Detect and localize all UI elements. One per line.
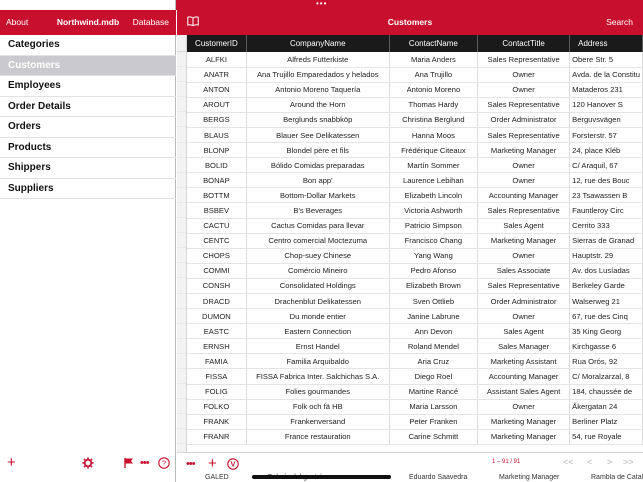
table-row[interactable] bbox=[187, 233, 643, 248]
cell-address: Rambla de Catal bbox=[591, 474, 643, 481]
row-number bbox=[177, 354, 186, 369]
row-number bbox=[177, 52, 186, 67]
table-row[interactable] bbox=[187, 203, 643, 218]
cell-companyname[interactable]: France restauration bbox=[246, 429, 389, 444]
table-row[interactable] bbox=[187, 294, 643, 309]
cell-address[interactable]: Mataderos 231 bbox=[570, 82, 643, 97]
cell-contacttitle[interactable]: Marketing Assistant bbox=[478, 354, 570, 369]
table-row[interactable] bbox=[187, 173, 643, 188]
cell-companyname[interactable]: Ana Trujillo Emparedados y helados bbox=[246, 67, 389, 82]
cell-companyname[interactable]: Antonio Moreno Taquería bbox=[246, 82, 389, 97]
cell-address[interactable]: 54, rue Royale bbox=[570, 429, 643, 444]
row-number bbox=[177, 414, 186, 429]
cell-contacttitle[interactable]: Marketing Manager bbox=[478, 233, 570, 248]
row-number-gutter bbox=[177, 35, 187, 452]
sidebar-item-order-details[interactable]: Order Details bbox=[0, 97, 176, 118]
about-button[interactable]: About bbox=[6, 17, 29, 27]
cell-contacttitle[interactable]: Assistant Sales Agent bbox=[478, 384, 570, 399]
table-row[interactable] bbox=[187, 112, 643, 127]
cell-customerid[interactable]: DRACD bbox=[187, 294, 246, 309]
table-row[interactable] bbox=[187, 97, 643, 112]
cell-contactname[interactable]: Elizabeth Brown bbox=[389, 278, 477, 293]
cell-contacttitle[interactable]: Accounting Manager bbox=[478, 188, 570, 203]
table-row[interactable] bbox=[187, 52, 643, 67]
cell-companyname[interactable]: Frankenversand bbox=[246, 414, 389, 429]
sidebar-item-products[interactable]: Products bbox=[0, 138, 176, 159]
row-number bbox=[177, 309, 186, 324]
cell-contactname[interactable]: Frédérique Citeaux bbox=[389, 143, 477, 158]
row-number bbox=[177, 67, 186, 82]
row-number bbox=[177, 263, 186, 278]
cell-companyname[interactable]: Comércio Mineiro bbox=[246, 263, 389, 278]
row-number bbox=[177, 324, 186, 339]
previous-page-button[interactable]: < bbox=[587, 457, 593, 467]
cell-contactname[interactable]: Christina Berglund bbox=[389, 112, 477, 127]
cell-contactname[interactable]: Ana Trujillo bbox=[389, 67, 477, 82]
table-list bbox=[0, 35, 176, 199]
cell-contacttitle[interactable]: Owner bbox=[478, 248, 570, 263]
cell-contacttitle[interactable]: Marketing Manager bbox=[478, 143, 570, 158]
row-number bbox=[177, 203, 186, 218]
cell-contactname[interactable]: Carine Schmitt bbox=[389, 429, 477, 444]
table-row[interactable] bbox=[187, 278, 643, 293]
cell-contacttitle[interactable]: Sales Associate bbox=[478, 263, 570, 278]
cell-address[interactable]: Av. dos Lusíadas bbox=[570, 263, 643, 278]
cell-address[interactable]: 35 King Georg bbox=[570, 324, 643, 339]
cell-contacttitle[interactable]: Owner bbox=[478, 158, 570, 173]
main-panel bbox=[177, 0, 643, 482]
row-number bbox=[177, 158, 186, 173]
cell-customerid[interactable]: FRANR bbox=[187, 429, 246, 444]
more-dots-icon[interactable]: ••• bbox=[186, 458, 195, 470]
column-header-customerid[interactable]: CustomerID bbox=[187, 35, 246, 52]
cell-contactname[interactable]: Sven Ottlieb bbox=[389, 294, 477, 309]
cell-companyname[interactable]: Bon app' bbox=[246, 173, 389, 188]
cell-companyname[interactable]: B's Beverages bbox=[246, 203, 389, 218]
table-row[interactable] bbox=[187, 248, 643, 263]
cell-contactname[interactable]: Victoria Ashworth bbox=[389, 203, 477, 218]
sidebar-item-categories[interactable]: Categories bbox=[0, 35, 176, 56]
cell-contactname[interactable]: Peter Franken bbox=[389, 414, 477, 429]
sidebar-item-employees[interactable]: Employees bbox=[0, 76, 176, 97]
cell-contactname: Eduardo Saavedra bbox=[409, 474, 468, 481]
cell-customerid[interactable]: BLAUS bbox=[187, 127, 246, 142]
gutter-header bbox=[177, 35, 186, 52]
cell-address[interactable]: Hauptstr. 29 bbox=[570, 248, 643, 263]
cell-customerid[interactable]: CENTC bbox=[187, 233, 246, 248]
cell-customerid[interactable]: BSBEV bbox=[187, 203, 246, 218]
table-row[interactable] bbox=[187, 263, 643, 278]
cell-companyname[interactable]: Drachenblut Delikatessen bbox=[246, 294, 389, 309]
table-header-row bbox=[187, 35, 643, 52]
cell-customerid[interactable]: BOLID bbox=[187, 158, 246, 173]
cell-contactname[interactable]: Thomas Hardy bbox=[389, 97, 477, 112]
cell-contacttitle[interactable]: Sales Representative bbox=[478, 203, 570, 218]
cell-companyname[interactable]: Familia Arquibaldo bbox=[246, 354, 389, 369]
cell-address[interactable]: Avda. de la Constitu bbox=[570, 67, 643, 82]
cell-address[interactable]: Fauntleroy Circ bbox=[570, 203, 643, 218]
row-number bbox=[177, 248, 186, 263]
gear-icon[interactable] bbox=[82, 452, 94, 476]
cell-address[interactable]: Berliner Platz bbox=[570, 414, 643, 429]
cell-customerid[interactable]: CACTU bbox=[187, 218, 246, 233]
cell-address[interactable]: Forsterstr. 57 bbox=[570, 127, 643, 142]
cell-customerid[interactable]: ANTON bbox=[187, 82, 246, 97]
cell-companyname[interactable]: Chop-suey Chinese bbox=[246, 248, 389, 263]
cell-customerid[interactable]: BOTTM bbox=[187, 188, 246, 203]
sidebar-item-shippers[interactable]: Shippers bbox=[0, 158, 176, 179]
cell-customerid[interactable]: BONAP bbox=[187, 173, 246, 188]
cell-address[interactable]: Kirchgasse 6 bbox=[570, 339, 643, 354]
main-navbar bbox=[177, 10, 643, 35]
cell-customerid[interactable]: FAMIA bbox=[187, 354, 246, 369]
row-number bbox=[177, 429, 186, 444]
table-row[interactable] bbox=[187, 354, 643, 369]
table-row[interactable] bbox=[187, 188, 643, 203]
svg-text:V: V bbox=[230, 461, 236, 469]
cell-address[interactable]: Berkeley Garde bbox=[570, 278, 643, 293]
cell-contacttitle[interactable]: Owner bbox=[478, 82, 570, 97]
last-page-button[interactable]: >> bbox=[623, 457, 634, 467]
cell-contacttitle[interactable]: Sales Representative bbox=[478, 97, 570, 112]
first-page-button[interactable]: << bbox=[563, 457, 574, 467]
home-indicator[interactable] bbox=[252, 475, 391, 479]
cell-customerid[interactable]: FOLIG bbox=[187, 384, 246, 399]
column-header-address[interactable]: Address bbox=[570, 35, 643, 52]
cell-address[interactable]: Åkergatan 24 bbox=[570, 399, 643, 414]
cell-address[interactable]: 184, chaussée de bbox=[570, 384, 643, 399]
cell-customerid[interactable]: CHOPS bbox=[187, 248, 246, 263]
main-toolbar bbox=[177, 452, 643, 474]
cell-contactname[interactable]: Yang Wang bbox=[389, 248, 477, 263]
cell-customerid[interactable]: FISSA bbox=[187, 369, 246, 384]
cell-address[interactable]: Cerrito 333 bbox=[570, 218, 643, 233]
cell-companyname[interactable]: Consolidated Holdings bbox=[246, 278, 389, 293]
multitask-dots-icon[interactable]: ••• bbox=[316, 0, 328, 8]
cell-address[interactable]: Walserweg 21 bbox=[570, 294, 643, 309]
add-record-icon[interactable]: + bbox=[208, 455, 217, 472]
table-row[interactable] bbox=[187, 384, 643, 399]
row-number bbox=[177, 384, 186, 399]
row-number bbox=[177, 294, 186, 309]
cell-companyname[interactable]: Bottom-Dollar Markets bbox=[246, 188, 389, 203]
sidebar bbox=[0, 0, 176, 482]
table-row[interactable] bbox=[187, 143, 643, 158]
row-number bbox=[177, 127, 186, 142]
cell-companyname[interactable]: FISSA Fabrica Inter. Salchichas S.A. bbox=[246, 369, 389, 384]
table-row[interactable] bbox=[187, 369, 643, 384]
flag-icon[interactable] bbox=[124, 452, 137, 476]
cell-companyname[interactable]: Folies gourmandes bbox=[246, 384, 389, 399]
cell-contacttitle[interactable]: Owner bbox=[478, 309, 570, 324]
cell-companyname[interactable]: Folk och fä HB bbox=[246, 399, 389, 414]
table-row[interactable] bbox=[187, 429, 643, 444]
cell-contacttitle[interactable]: Sales Representative bbox=[478, 52, 570, 67]
cell-contacttitle[interactable]: Sales Manager bbox=[478, 339, 570, 354]
cell-address[interactable]: Rua Orós, 92 bbox=[570, 354, 643, 369]
sidebar-toolbar bbox=[0, 452, 176, 474]
table-row[interactable] bbox=[187, 339, 643, 354]
cell-address[interactable]: Berguvsvägen bbox=[570, 112, 643, 127]
cell-address[interactable]: 120 Hanover S bbox=[570, 97, 643, 112]
cell-contactname[interactable]: Francisco Chang bbox=[389, 233, 477, 248]
cell-companyname[interactable]: Bólido Comidas preparadas bbox=[246, 158, 389, 173]
table-row[interactable] bbox=[187, 158, 643, 173]
database-title: Northwind.mdb bbox=[56, 17, 120, 27]
cell-customerid[interactable]: EASTC bbox=[187, 324, 246, 339]
cell-contactname[interactable]: Martín Sommer bbox=[389, 158, 477, 173]
cell-contactname[interactable]: Elizabeth Lincoln bbox=[389, 188, 477, 203]
cell-companyname[interactable]: Around the Horn bbox=[246, 97, 389, 112]
database-button[interactable]: Database bbox=[132, 17, 169, 27]
row-number bbox=[177, 112, 186, 127]
column-header-contacttitle[interactable]: ContactTitle bbox=[478, 35, 570, 52]
help-icon[interactable] bbox=[158, 452, 170, 476]
table-row[interactable] bbox=[187, 218, 643, 233]
row-number bbox=[177, 97, 186, 112]
cell-customerid[interactable]: BLONP bbox=[187, 143, 246, 158]
cell-contactname[interactable]: Maria Larsson bbox=[389, 399, 477, 414]
cell-companyname[interactable]: Ernst Handel bbox=[246, 339, 389, 354]
cell-customerid[interactable]: ALFKI bbox=[187, 52, 246, 67]
add-table-icon[interactable]: + bbox=[7, 454, 16, 471]
cell-contactname[interactable]: Janine Labrune bbox=[389, 309, 477, 324]
cell-contactname[interactable]: Antonio Moreno bbox=[389, 82, 477, 97]
cell-contacttitle[interactable]: Sales Agent bbox=[478, 324, 570, 339]
table-row[interactable] bbox=[187, 127, 643, 142]
cell-contacttitle[interactable]: Marketing Manager bbox=[478, 429, 570, 444]
sidebar-item-customers[interactable]: Customers bbox=[0, 56, 176, 77]
cell-contactname[interactable]: Ann Devon bbox=[389, 324, 477, 339]
svg-text:?: ? bbox=[161, 458, 167, 468]
cell-address[interactable]: 23 Tsawassen B bbox=[570, 188, 643, 203]
cell-address[interactable]: C/ Moralzarzal, 8 bbox=[570, 369, 643, 384]
cell-customerid[interactable]: ERNSH bbox=[187, 339, 246, 354]
cell-customerid[interactable]: FOLKO bbox=[187, 399, 246, 414]
cell-contactname[interactable]: Maria Anders bbox=[389, 52, 477, 67]
cell-customerid[interactable]: ANATR bbox=[187, 67, 246, 82]
column-header-companyname[interactable]: CompanyName bbox=[246, 35, 389, 52]
row-number bbox=[177, 143, 186, 158]
cell-contacttitle[interactable]: Sales Representative bbox=[478, 278, 570, 293]
cell-address[interactable]: Sierras de Granad bbox=[570, 233, 643, 248]
cell-contacttitle[interactable]: Sales Representative bbox=[478, 127, 570, 142]
cell-contactname[interactable]: Hanna Moos bbox=[389, 127, 477, 142]
table-row[interactable] bbox=[187, 399, 643, 414]
cell-address[interactable]: 67, rue des Cinq bbox=[570, 309, 643, 324]
cell-contactname[interactable]: Pedro Afonso bbox=[389, 263, 477, 278]
record-count-label: 1 – 91 / 91 bbox=[492, 459, 521, 465]
search-button[interactable]: Search bbox=[606, 17, 633, 27]
cell-contactname[interactable]: Diego Roel bbox=[389, 369, 477, 384]
more-dots-icon[interactable]: ••• bbox=[140, 457, 149, 469]
cell-customerid[interactable]: CONSH bbox=[187, 278, 246, 293]
table-row[interactable] bbox=[187, 324, 643, 339]
row-number bbox=[177, 188, 186, 203]
sidebar-navbar bbox=[0, 10, 176, 35]
page-title: Customers bbox=[387, 17, 433, 27]
cell-address[interactable]: 24, place Kléb bbox=[570, 143, 643, 158]
cell-contacttitle: Marketing Manager bbox=[499, 474, 560, 481]
cell-contacttitle[interactable]: Order Administrator bbox=[478, 112, 570, 127]
cell-contacttitle[interactable]: Owner bbox=[478, 173, 570, 188]
cell-contacttitle[interactable]: Owner bbox=[478, 67, 570, 82]
cell-customerid[interactable]: AROUT bbox=[187, 97, 246, 112]
cell-address[interactable]: 12, rue des Bouc bbox=[570, 173, 643, 188]
cell-contactname[interactable]: Roland Mendel bbox=[389, 339, 477, 354]
cell-companyname[interactable]: Blauer See Delikatessen bbox=[246, 127, 389, 142]
table-row[interactable] bbox=[187, 67, 643, 82]
row-number bbox=[177, 339, 186, 354]
row-number bbox=[177, 82, 186, 97]
cell-companyname[interactable]: Centro comercial Moctezuma bbox=[246, 233, 389, 248]
row-number bbox=[177, 399, 186, 414]
cell-companyname[interactable]: Alfreds Futterkiste bbox=[246, 52, 389, 67]
cell-customerid[interactable]: COMMI bbox=[187, 263, 246, 278]
row-number bbox=[177, 278, 186, 293]
cell-contacttitle[interactable]: Accounting Manager bbox=[478, 369, 570, 384]
cell-contacttitle[interactable]: Owner bbox=[478, 399, 570, 414]
cell-contacttitle[interactable]: Marketing Manager bbox=[478, 414, 570, 429]
row-number bbox=[177, 173, 186, 188]
table-row[interactable] bbox=[187, 309, 643, 324]
row-number bbox=[177, 233, 186, 248]
cell-contacttitle[interactable]: Order Administrator bbox=[478, 294, 570, 309]
cell-customerid[interactable]: FRANK bbox=[187, 414, 246, 429]
row-number bbox=[177, 369, 186, 384]
table-row[interactable] bbox=[187, 414, 643, 429]
cell-customerid[interactable]: DUMON bbox=[187, 309, 246, 324]
cell-address[interactable]: Obere Str. 5 bbox=[570, 52, 643, 67]
row-number bbox=[177, 218, 186, 233]
cell-companyname[interactable]: Blondel père et fils bbox=[246, 143, 389, 158]
sidebar-item-suppliers[interactable]: Suppliers bbox=[0, 179, 176, 200]
customers-table bbox=[187, 35, 643, 445]
cell-companyname[interactable]: Eastern Connection bbox=[246, 324, 389, 339]
next-page-button[interactable]: > bbox=[607, 457, 613, 467]
cell-customerid[interactable]: BERGS bbox=[187, 112, 246, 127]
cell-address[interactable]: C/ Araquil, 67 bbox=[570, 158, 643, 173]
cell-contactname[interactable]: Martine Rancé bbox=[389, 384, 477, 399]
cell-contactname[interactable]: Patricio Simpson bbox=[389, 218, 477, 233]
table-row[interactable] bbox=[187, 82, 643, 97]
cell-contactname[interactable]: Laurence Lebihan bbox=[389, 173, 477, 188]
cell-companyname[interactable]: Du monde entier bbox=[246, 309, 389, 324]
cell-companyname[interactable]: Berglunds snabbköp bbox=[246, 112, 389, 127]
cell-companyname[interactable]: Cactus Comidas para llevar bbox=[246, 218, 389, 233]
sidebar-item-orders[interactable]: Orders bbox=[0, 117, 176, 138]
column-header-contactname[interactable]: ContactName bbox=[389, 35, 477, 52]
cell-customerid: GALED bbox=[205, 474, 229, 481]
cell-contactname[interactable]: Aria Cruz bbox=[389, 354, 477, 369]
cell-contacttitle[interactable]: Sales Agent bbox=[478, 218, 570, 233]
data-grid bbox=[177, 35, 643, 452]
